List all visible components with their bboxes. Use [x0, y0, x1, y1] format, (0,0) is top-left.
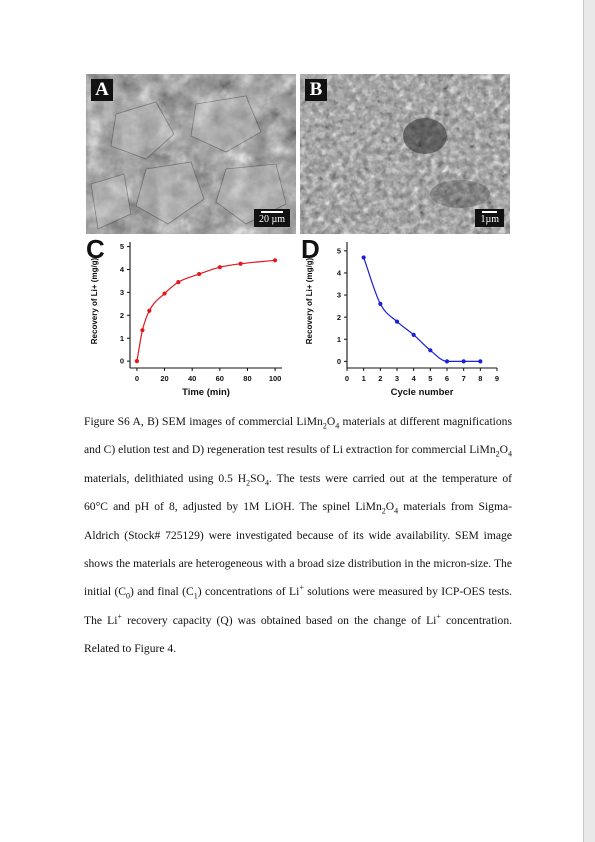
x-tick-label: 60 [215, 374, 224, 383]
scale-bar-line [261, 211, 283, 213]
page-edge [583, 0, 595, 842]
y-tick-label: 2 [119, 310, 124, 320]
figure-caption: Figure S6 A, B) SEM images of commercial $LiMn_2O_4$ materials at different magnifications and C) elution test and D) regeneration test results of Li extraction for commercial $LiMn_2O_4$ materials, delithiated using 0.5 $H_2SO_4$. The tests were carried out at the temperature of 60°C and pH of 8, adjusted by 1M LiOH. The spinel $LiMn_2O_4$ materials from Sigma-Aldrich (Stock# 725129) were investigated because of its wide availability. SEM image shows the materials are heterogeneous with a broad size distribution in the micron-size. The initial $(C_0)$ and final $(C_1)$ concentrations of Li+ solutions were measured by ICP-OES tests. The Li+ recovery capacity (Q) was obtained based on the change of Li+ concentration. Related to Figure 4. [84, 415, 513, 656]
y-tick-label: 1 [336, 334, 341, 344]
sem-image-b [300, 74, 510, 234]
data-point [273, 258, 277, 262]
data-point [140, 328, 144, 332]
x-tick-label: 1 [361, 374, 366, 383]
scale-bar-line [482, 211, 497, 213]
x-tick-label: 80 [243, 374, 252, 383]
y-tick-label: 5 [119, 242, 124, 252]
y-tick-label: 2 [336, 312, 341, 322]
figure-s6 [82, 74, 512, 404]
data-point [147, 309, 151, 313]
chart-d [297, 234, 512, 406]
y-tick-label: 3 [336, 290, 341, 300]
series-line [137, 260, 275, 361]
scale-bar-label: 1µm [480, 214, 499, 225]
scale-bar-b [475, 209, 504, 227]
panel-label-d: D [301, 234, 320, 264]
data-point [135, 359, 139, 363]
x-tick-label: 4 [411, 374, 416, 383]
chart-c-svg [82, 234, 297, 406]
y-tick-label: 4 [119, 265, 124, 275]
x-tick-label: 5 [428, 374, 433, 383]
scale-bar-a [254, 209, 290, 227]
chart-c [82, 234, 297, 406]
y-tick-label: 1 [119, 333, 124, 343]
y-tick-label: 5 [336, 246, 341, 256]
data-point [445, 359, 449, 363]
x-tick-label: 8 [478, 374, 483, 383]
x-tick-label: 9 [494, 374, 500, 383]
panel-label-b: B [305, 79, 327, 101]
panel-label-a: A [91, 79, 113, 101]
data-point [395, 319, 399, 323]
x-tick-label: 20 [160, 374, 169, 383]
y-tick-label: 0 [119, 356, 124, 366]
data-point [176, 280, 180, 284]
data-point [238, 262, 242, 266]
x-tick-label: 2 [378, 374, 383, 383]
x-tick-label: 6 [444, 374, 450, 383]
x-tick-label: 7 [461, 374, 466, 383]
data-point [478, 359, 482, 363]
y-tick-label: 3 [119, 288, 124, 297]
data-point [197, 272, 201, 276]
x-tick-label: 100 [268, 374, 282, 383]
sem-image-a [86, 74, 296, 234]
x-tick-label: 0 [134, 374, 139, 383]
data-point [462, 359, 466, 363]
x-axis-title: Cycle number [390, 387, 454, 398]
x-tick-label: 0 [344, 374, 350, 383]
chart-d-svg [297, 234, 512, 406]
panel-label-c: C [86, 234, 105, 264]
x-axis-title: Time (min) [182, 387, 230, 398]
x-tick-label: 3 [394, 374, 400, 383]
data-point [412, 333, 416, 337]
series-line [364, 257, 481, 361]
data-point [428, 348, 432, 352]
y-tick-label: 4 [336, 268, 341, 278]
x-tick-label: 40 [188, 374, 197, 383]
data-point [378, 302, 382, 306]
scale-bar-label: 20 µm [258, 214, 285, 225]
data-point [162, 291, 166, 295]
y-axis-title: Recovery of Li+ (mg/g) [90, 257, 99, 345]
y-tick-label: 0 [336, 356, 341, 366]
y-axis-title: Recovery of Li+ (mg/g) [305, 257, 314, 345]
data-point [362, 255, 366, 259]
data-point [218, 265, 222, 269]
